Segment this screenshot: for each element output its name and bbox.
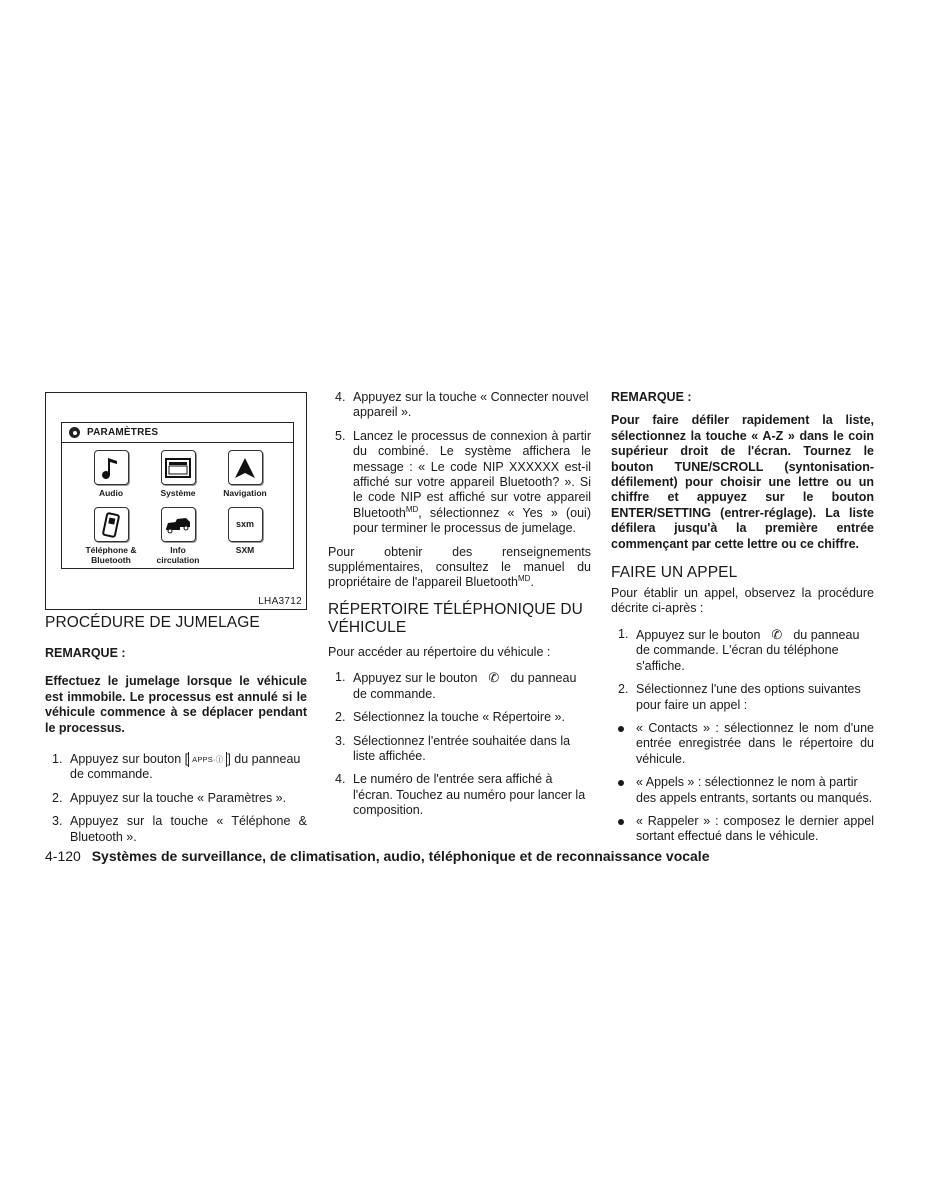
step-text: Le numéro de l'entrée sera affiché à l'écran. Touchez au numéro pour lancer la composition. bbox=[353, 772, 586, 818]
bullet-dot bbox=[618, 780, 624, 786]
page-footer bbox=[45, 848, 710, 864]
step-text: Appuyez sur la touche « Téléphone & Bluetooth ». bbox=[70, 814, 307, 844]
tile-audio bbox=[81, 450, 141, 499]
trademark-sup: MD bbox=[518, 574, 531, 584]
screen-title: PARAMÈTRES bbox=[87, 427, 159, 438]
step-number: 3. bbox=[335, 733, 346, 748]
tile-label: Système bbox=[160, 488, 196, 498]
intro-text: Pour accéder au répertoire du véhicule : bbox=[328, 644, 551, 659]
remark-title: REMARQUE : bbox=[611, 390, 692, 404]
step-text: Appuyez sur le bouton bbox=[636, 627, 761, 642]
bullet-text: « Appels » : sélectionnez le nom à partir des appels entrants, sortants ou manqués. bbox=[636, 775, 873, 805]
remark-text: Pour faire défiler rapidement la liste, sélectionnez la touche « A-Z » dans le coin supérieur droit de l'écran. Tournez le bouton TUNE/SCROLL (syntonisation-défilement) pour choisir une lettre ou un chiffre et appuyez sur le bouton ENTER/SETTING (entrer-réglage). La liste défilera jusqu'à la première entrée commençant par cette lettre ou ce chiffre. bbox=[611, 413, 874, 551]
phone-handset-icon: ✆ bbox=[771, 626, 783, 642]
sxm-icon bbox=[228, 507, 263, 542]
apps-info-icon: APPS·ⓘ bbox=[188, 752, 227, 767]
step-text: Sélectionnez l'entrée souhaitée dans la liste affichée. bbox=[353, 733, 571, 763]
info-paragraph bbox=[328, 545, 591, 591]
step-number: 5. bbox=[335, 428, 346, 443]
list-item bbox=[328, 390, 591, 421]
sxm-icon-text: sxm bbox=[235, 518, 254, 529]
navigation-arrow-icon bbox=[228, 450, 263, 485]
list-item bbox=[328, 772, 591, 818]
remark-text: Effectuez le jumelage lorsque le véhicule est immobile. Le processus est annulé si le véhicule commence à se déplacer pendant le processus. bbox=[45, 674, 307, 735]
list-item bbox=[45, 752, 307, 783]
bullet-dot bbox=[618, 726, 624, 732]
step-number: 2. bbox=[335, 710, 346, 725]
tile-systeme bbox=[148, 450, 208, 499]
step-text: Lancez le processus de connexion à partir du combiné. Le système affichera le message : « Le code NIP XXXXXX est-il affiché sur votre appareil Bluetooth? ». Si le code NIP est affiché sur votre appareil Bluetooth bbox=[353, 428, 591, 520]
bullet-item bbox=[611, 814, 874, 845]
step-text: Appuyez sur la touche « Connecter nouvel appareil ». bbox=[353, 390, 589, 420]
trademark-sup: MD bbox=[405, 504, 419, 514]
tile-label: circulation bbox=[156, 554, 200, 565]
column-2 bbox=[328, 390, 591, 827]
step-number: 4. bbox=[335, 772, 346, 787]
info-text: Pour obtenir des renseignements supplémentaires, consultez le manuel du propriétaire de l'appareil Bluetooth bbox=[328, 544, 591, 590]
section-heading-jumelage: PROCÉDURE DE JUMELAGE bbox=[45, 614, 260, 631]
list-item bbox=[45, 791, 307, 806]
tile-telephone bbox=[81, 507, 141, 565]
list-item bbox=[328, 710, 591, 725]
music-note-icon bbox=[94, 450, 129, 485]
bullet-text: « Contacts » : sélectionnez le nom d'une entrée enregistrée dans le répertoire du véhicule. bbox=[636, 720, 874, 766]
tile-label: Info bbox=[170, 545, 186, 555]
list-item bbox=[328, 429, 591, 537]
bullet-item bbox=[611, 721, 874, 767]
step-number: 1. bbox=[618, 626, 629, 641]
step-number: 1. bbox=[335, 670, 346, 685]
chapter-title: Systèmes de surveillance, de climatisation, audio, téléphonique et de reconnaissance vocale bbox=[91, 848, 710, 864]
settings-figure bbox=[45, 392, 307, 610]
section-heading-repertoire: RÉPERTOIRE TÉLÉPHONIQUE DU VÉHICULE bbox=[328, 600, 583, 636]
step-text: du panneau de commande. L'écran du téléphone s'affiche. bbox=[636, 627, 860, 673]
list-item bbox=[328, 734, 591, 765]
column-1 bbox=[45, 614, 307, 853]
tile-info-circulation bbox=[148, 507, 208, 565]
tile-label: Bluetooth bbox=[91, 554, 131, 565]
figure-code: LHA3712 bbox=[258, 596, 302, 607]
step-text: Appuyez sur le bouton bbox=[353, 671, 478, 686]
tile-navigation bbox=[215, 450, 275, 499]
bullet-text: « Rappeler » : composez le dernier appel sortant effectué dans le véhicule. bbox=[636, 813, 874, 844]
screen-header bbox=[62, 423, 293, 443]
bullet-item bbox=[611, 775, 874, 806]
step-number: 4. bbox=[335, 390, 346, 404]
bullet-dot bbox=[618, 819, 624, 825]
list-item bbox=[45, 814, 307, 845]
step-number: 3. bbox=[52, 814, 63, 829]
list-item bbox=[611, 682, 874, 713]
step-text: Appuyez sur bouton [ bbox=[70, 752, 189, 767]
step-number: 2. bbox=[52, 790, 63, 805]
column-3 bbox=[611, 390, 874, 853]
step-text: Appuyez sur la touche « Paramètres ». bbox=[70, 790, 287, 805]
info-text: . bbox=[530, 575, 534, 590]
phone-icon bbox=[94, 507, 129, 542]
phone-handset-icon: ✆ bbox=[488, 670, 500, 686]
tile-label: SXM bbox=[235, 545, 255, 555]
screen-icon bbox=[161, 450, 196, 485]
list-item bbox=[611, 627, 874, 674]
step-text: ] du panneau de commande. bbox=[70, 752, 301, 782]
section-heading-appel: FAIRE UN APPEL bbox=[611, 564, 738, 582]
tile-label: Audio bbox=[98, 488, 124, 498]
tile-label: Téléphone & bbox=[85, 545, 137, 555]
intro-text: Pour établir un appel, observez la procédure décrite ci-après : bbox=[611, 586, 874, 616]
gear-icon bbox=[69, 427, 80, 438]
list-item bbox=[328, 670, 591, 702]
tile-label: Navigation bbox=[223, 488, 267, 498]
step-number: 1. bbox=[52, 752, 63, 767]
traffic-icon bbox=[161, 507, 196, 542]
tile-sxm bbox=[215, 507, 275, 556]
step-text: Sélectionnez l'une des options suivantes pour faire un appel : bbox=[636, 682, 861, 712]
step-number: 2. bbox=[618, 682, 629, 697]
step-text: Sélectionnez la touche « Répertoire ». bbox=[353, 710, 565, 725]
remark-title: REMARQUE : bbox=[45, 646, 126, 660]
step-text: , sélectionnez « Yes » (oui) pour terminer le processus de jumelage. bbox=[353, 505, 591, 536]
settings-screen bbox=[61, 422, 294, 569]
page-number: 4-120 bbox=[45, 848, 81, 864]
step-text: du panneau de commande. bbox=[353, 671, 577, 701]
